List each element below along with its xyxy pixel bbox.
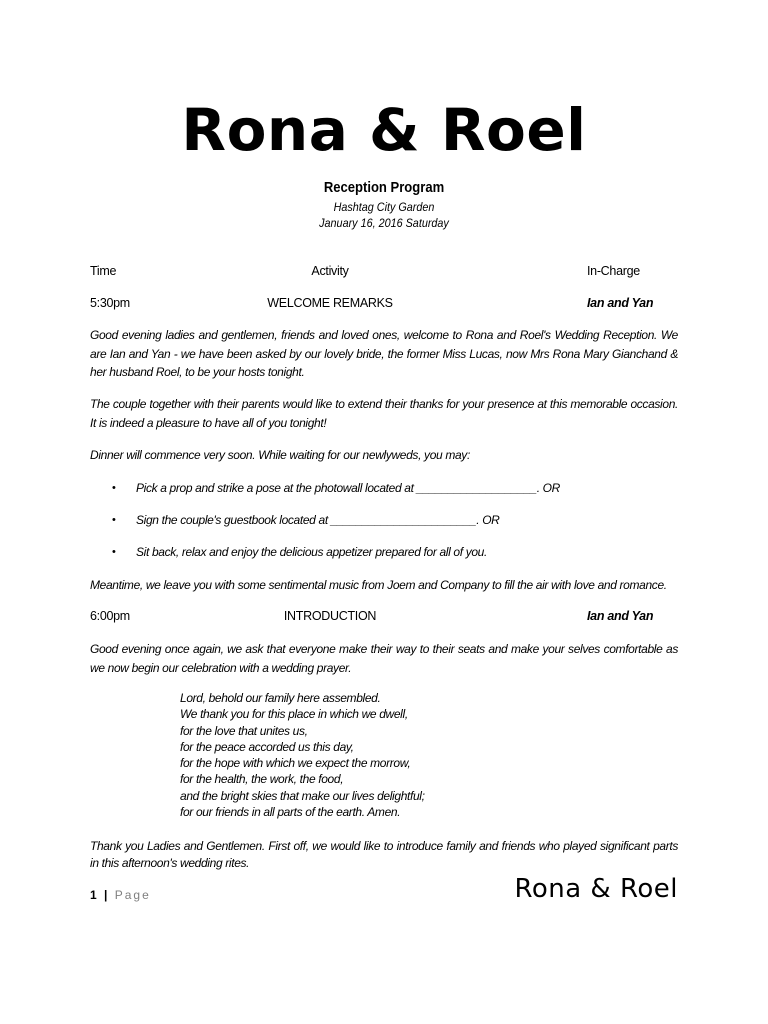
closing-paragraph: Thank you Ladies and Gentlemen. First off, we would like to introduce family and friends who played significant parts in this afternoon's wedding rites. [90, 839, 678, 870]
date-text: January 16, 2016 Saturday [319, 216, 449, 230]
program-activity: INTRODUCTION [283, 609, 377, 623]
list-item-text: Pick a prop and strike a pose at the photowall located at ___________________. OR [136, 481, 560, 495]
program-row [90, 296, 678, 314]
page-number-footer [90, 888, 151, 902]
venue-text: Hashtag City Garden [333, 200, 435, 214]
page-label: Page [114, 888, 151, 902]
welcome-paragraph: Good evening ladies and gentlemen, friends and loved ones, welcome to Rona and Roel's Wedding Reception. We are Ian and Yan - we have been asked by our lovely bride, the former Miss Lucas, now Mrs Rona Mary Gianchand & her husband Roel, to be your hosts tonight. [90, 328, 678, 379]
dinner-paragraph: Dinner will commence very soon. While waiting for our newlyweds, you may: [90, 448, 470, 462]
prayer-line: Lord, behold our family here assembled. [180, 691, 381, 705]
bullet-icon: • [112, 482, 116, 494]
table-header-row [90, 264, 678, 282]
program-time: 5:30pm [90, 296, 130, 310]
prayer-line: We thank you for this place in which we dwell, [180, 707, 408, 722]
list-item-text: Sit back, relax and enjoy the delicious appetizer prepared for all of you. [136, 545, 487, 559]
prayer-line: for the health, the work, the food, [180, 772, 344, 787]
bullet-icon: • [112, 514, 116, 526]
program-in-charge: Ian and Yan [587, 296, 654, 310]
header-activity: Activity [311, 264, 349, 278]
list-item-text: Sign the couple's guestbook located at _______________________. OR [136, 513, 500, 527]
program-activity: WELCOME REMARKS [267, 296, 393, 310]
meantime-paragraph: Meantime, we leave you with some sentimental music from Joem and Company to fill the air with love and romance. [90, 578, 667, 592]
thanks-paragraph: The couple together with their parents would like to extend their thanks for your presence at this memorable occasion. It is indeed a pleasure to have all of you tonight! [90, 397, 678, 430]
prayer-line: for the hope with which we expect the morrow, [180, 756, 411, 771]
document-title: Rona & Roel [181, 96, 587, 164]
prayer-line: for our friends in all parts of the earth. Amen. [180, 805, 401, 820]
program-time: 6:00pm [90, 609, 130, 623]
program-in-charge: Ian and Yan [587, 609, 654, 623]
prayer-line: and the bright skies that make our lives delightful; [180, 788, 425, 803]
intro-paragraph: Good evening once again, we ask that everyone make their way to their seats and make your selves comfortable as we now begin our celebration with a wedding prayer. [90, 642, 678, 675]
header-time: Time [90, 264, 117, 278]
bullet-icon: • [112, 546, 116, 558]
prayer-line: for the love that unites us, [180, 723, 308, 738]
wedding-prayer [180, 690, 425, 820]
program-subtitle: Reception Program [323, 180, 445, 196]
header-in-charge: In-Charge [587, 264, 640, 278]
footer-separator: | [104, 888, 108, 902]
footer-brand: Rona & Roel [514, 874, 678, 904]
page-number: 1 [90, 888, 97, 902]
prayer-line: for the peace accorded us this day, [180, 739, 354, 754]
program-row [90, 609, 678, 627]
